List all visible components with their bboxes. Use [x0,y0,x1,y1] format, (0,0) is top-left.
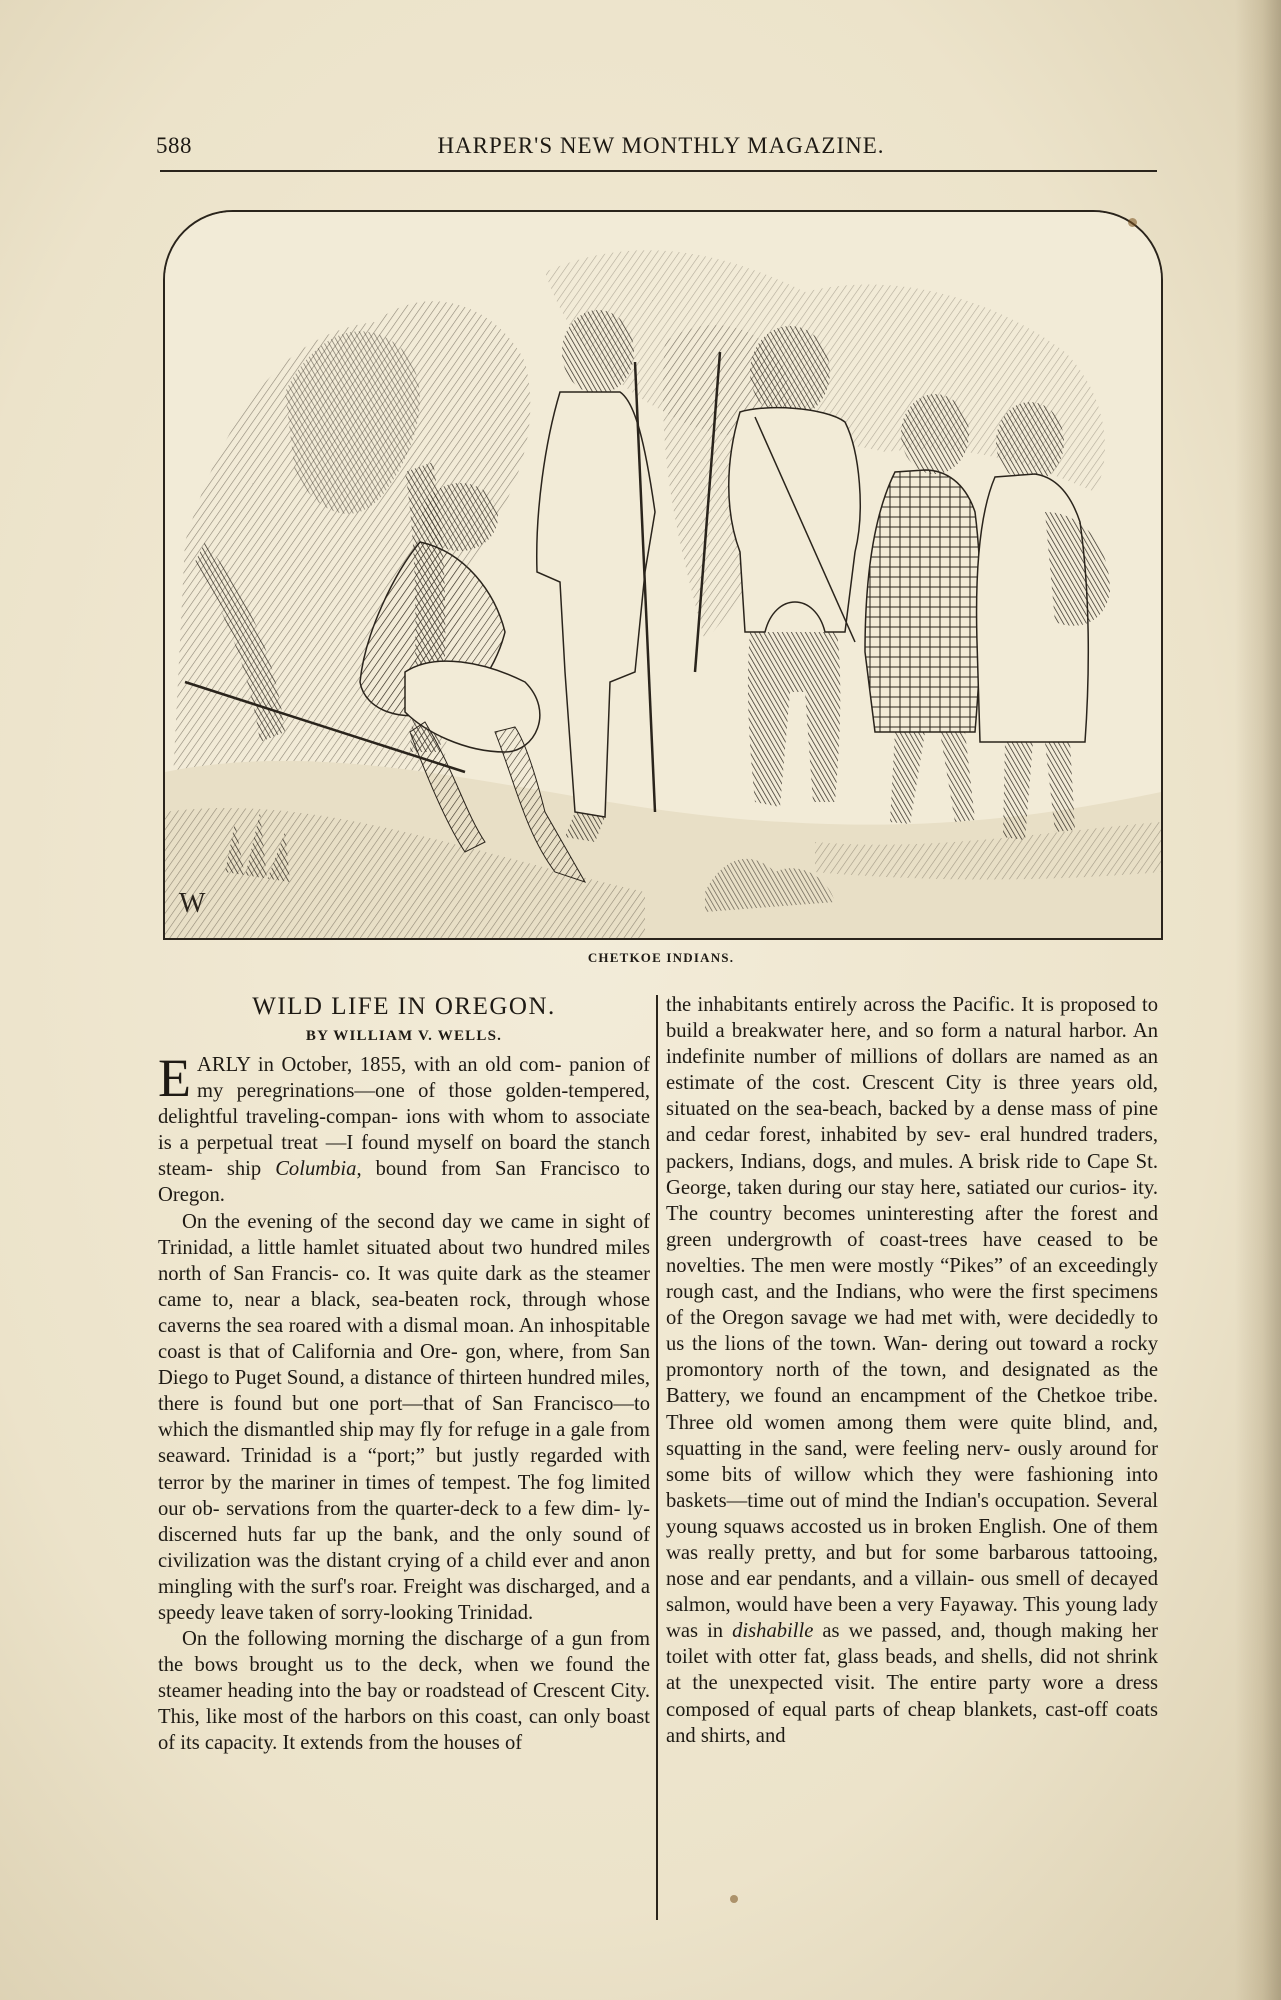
header-rule [160,170,1157,172]
paragraph-4: the inhabitants entirely across the Pacific. It is proposed to build a breakwater here, and so form a natural harbor. An indefinite number of millions of dollars are named as an estimate of the cost. Crescent City is three years old, situated on the sea-beach, backed by a dense mass of pine and cedar forest, inhabited by sev- eral hundred traders, packers, Indians, dogs, and mules. A brisk ride to Cape St. George, taken during our stay here, satiated our curios- ity. The country becomes uninteresting after the forest and green undergrowth of coast-trees have ceased to be novelties. The men were mostly “Pikes” of an exceedingly rough cast, and the Indians, who were the first specimens of the Oregon savage we had met with, were decidedly to us the lions of the town. Wan- dering out toward a rocky promontory north of the town, and designated as the Battery, we found an encampment of the Chetkoe tribe. Three old women among them were quite blind, and, squatting in the sand, were feeling nerv- ously around for some bits of willow which they were fashioning into baskets—time out of mind the Indian's occupation. Several young squaws accosted us in broken English. One of them was really pretty, and but for some barbarous tattooing, nose and ear pendants, and a villain- ous smell of decayed salmon, would have been a very Fayaway. This young lady was in dishabille as we passed, and, though making her toilet with otter fat, glass beads, and shells, did not shrink at the unexpected visit. The entire party wore a dress composed of equal parts of cheap blankets, cast-off coats and shirts, and [666,994,1158,1747]
article-title: WILD LIFE IN OREGON. [252,993,556,1020]
page-number: 588 [156,133,192,158]
engraving-drawing [165,212,1161,938]
ink-stain [1128,218,1137,227]
page-spine-shadow [1235,0,1281,2000]
article-column-left [158,992,650,1757]
article-column-right [666,992,1158,1749]
ship-name: Columbia [275,1158,357,1181]
italic-word: dishabille [732,1620,814,1643]
paragraph-3: On the following morning the discharge of a gun from the bows brought us to the deck, when we found the steamer heading into the bay or roadstead of Crescent City. This, like most of the harbors on this coast, can only boast of its capacity. It extends from the houses of [158,1628,650,1755]
illustrator-monogram: W [179,888,206,919]
page-header [156,133,1156,169]
engraving-illustration [163,210,1163,940]
paragraph-2: On the evening of the second day we came in sight of Trinidad, a little hamlet situated about two hundred miles north of San Francis- co. It was quite dark as the steamer came to, near a black, sea-beaten rock, through whose caverns the sea roared with a dismal moan. An inhospitable coast is that of California and Ore- gon, where, from San Diego to Puget Sound, a distance of thirteen hundred miles, there is found but one port—that of San Francisco—to which the dismantled ship may fly for refuge in a gale from seaward. Trinidad is a “port;” but justly regarded with terror by the mariner in times of tempest. The fog limited our ob- servations from the quarter-deck to a few dim- ly-discerned huts far up the bank, and the only sound of civilization was the distant crying of a child ever and anon mingling with the surf's roar. Freight was discharged, and a speedy leave taken of sorry-looking Trinidad. [158,1210,650,1624]
running-head: HARPER'S NEW MONTHLY MAGAZINE. [437,133,885,158]
paragraph-1: EARLY in October, 1855, with an old com- panion of my peregrinations—one of those golden-tempered, delightful traveling-compan- ions with whom to associate is a perpetual treat —I found myself on board the stanch steam- ship Columbia, bound from San Francisco to Oregon. [158,1048,650,1207]
article-byline: BY WILLIAM V. WELLS. [305,1028,503,1044]
column-divider [656,995,658,1920]
drop-cap: E [158,1048,191,1108]
illustration-caption: CHETKOE INDIANS. [587,950,735,965]
ink-stain [730,1895,738,1903]
